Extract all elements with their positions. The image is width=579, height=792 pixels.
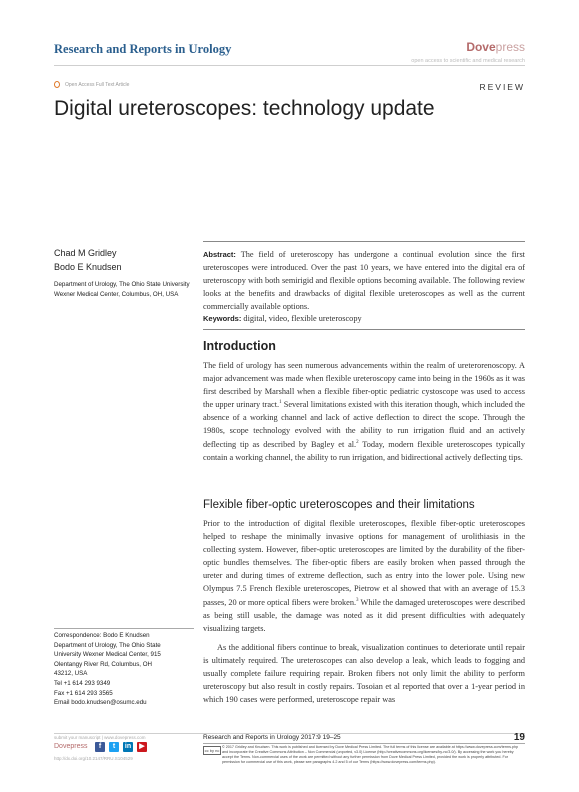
journal-name[interactable]: Research and Reports in Urology bbox=[54, 42, 232, 56]
correspondence-line: University Wexner Medical Center, 915 bbox=[54, 651, 161, 659]
open-access-label: Open Access Full Text Article bbox=[65, 82, 130, 88]
correspondence-line: 43212, USA bbox=[54, 670, 88, 678]
paragraph-text: While the damaged ureteroscopes were described as being still usable, the damage was noted as it did present difficulties with adequately visualizing targets. bbox=[203, 597, 525, 633]
abstract-label: Abstract: bbox=[203, 250, 236, 259]
doi-link[interactable]: http://dx.doi.org/10.2147/RRU.S104529 bbox=[54, 756, 133, 761]
paragraph bbox=[203, 359, 525, 464]
correspondence-line: Department of Urology, The Ohio State bbox=[54, 641, 161, 649]
correspondence-block bbox=[54, 631, 202, 708]
citation-link[interactable]: 3 bbox=[356, 597, 359, 603]
author-affiliation: Department of Urology, The Ohio State University Wexner Medical Center, Columbus, OH, USA bbox=[54, 281, 190, 298]
social-icons bbox=[95, 742, 147, 752]
paragraph-text: Several limitations existed with this iteration though, which included the absence of a working channel and lack of active deflection to direct the scope. Through the 1980s, scope technology evolved with the ability to run irrigation fluid and an actively deflecting tip as described by Bagley et al. bbox=[203, 400, 525, 449]
article-type: REVIEW bbox=[479, 82, 525, 92]
publisher-logo[interactable] bbox=[466, 40, 525, 54]
page-number: 19 bbox=[513, 732, 525, 743]
linkedin-icon[interactable]: in bbox=[124, 743, 132, 750]
open-access-icon bbox=[54, 81, 60, 88]
correspondence-line: Tel +1 614 293 9349 bbox=[54, 679, 111, 687]
paragraph bbox=[203, 517, 525, 635]
correspondence-rule bbox=[54, 628, 194, 629]
correspondence-line: Fax +1 614 293 3565 bbox=[54, 689, 113, 697]
keywords bbox=[203, 314, 362, 323]
correspondence-email[interactable]: Email bodo.knudsen@osumc.edu bbox=[54, 699, 147, 707]
header-divider bbox=[54, 65, 525, 66]
article-title: Digital ureteroscopes: technology update bbox=[54, 97, 435, 120]
correspondence-line: Olentangy River Rd, Columbus, OH bbox=[54, 660, 153, 668]
keywords-text: digital, video, flexible ureteroscopy bbox=[243, 314, 362, 323]
author-name[interactable]: Bodo E Knudsen bbox=[54, 262, 122, 272]
facebook-icon[interactable]: f bbox=[95, 742, 105, 752]
section-heading-fiber-optic: Flexible fiber-optic ureteroscopes and their limitations bbox=[203, 499, 475, 511]
publisher-logo-light: press bbox=[495, 40, 525, 54]
footer-rule bbox=[203, 743, 525, 744]
abstract-bottom-rule bbox=[203, 329, 525, 330]
youtube-icon[interactable]: ▶ bbox=[137, 742, 147, 752]
abstract-top-rule bbox=[203, 241, 525, 242]
section-heading-introduction: Introduction bbox=[203, 339, 276, 353]
author-list bbox=[54, 246, 122, 274]
author-name[interactable]: Chad M Gridley bbox=[54, 248, 117, 258]
publisher-tagline: open access to scientific and medical research bbox=[411, 58, 525, 64]
abstract bbox=[203, 248, 525, 313]
paragraph-text: Prior to the introduction of digital flexible ureteroscopes, flexible fiber-optic ureteroscopes helped to reshape the minimally invasive options for management of urolithiasis in the collecting system. However, fiber-optic ureteroscopes are limited by the durability of the fiber-optic bundles themselves. The fiber-optic fibers are easily broken when passed through the ureter and during times of extreme deflection, such as entry into the lower pole. Using new Olympus 7.5 French flexible ureteroscopes, Pietrow et al showed that with an average of 15.3 passes, 20 or more optical fibers were broken. bbox=[203, 519, 525, 607]
correspondence-line: Correspondence: Bodo E Knudsen bbox=[54, 632, 150, 639]
publisher-logo-bold: Dove bbox=[466, 40, 496, 54]
citation-line: Research and Reports in Urology 2017:9 19–25 bbox=[203, 734, 341, 741]
dovepress-footer-logo[interactable]: Dovepress bbox=[54, 743, 88, 750]
keywords-label: Keywords: bbox=[203, 314, 242, 323]
license-text: © 2017 Gridley and Knudsen. This work is published and licensed by Dove Medical Press Limited. The full terms of this license are available at https://www.dovepress.com/terms.php and incorporate the Creative Commons Attribution – Non Commercial (unported, v3.0) License (http://creativecommons.org/licenses/by-nc/3.0/). By accessing the work you hereby accept the Terms. Non-commercial uses of the work are permitted without any further permission from Dove Medical Press Limited, provided the work is properly attributed. For permission for commercial use of this work, please see paragraphs 4.2 and 5 of our Terms (https://www.dovepress.com/terms.php). bbox=[222, 745, 519, 764]
citation-link[interactable]: 1 bbox=[279, 400, 282, 406]
abstract-text: The field of ureteroscopy has undergone a continual evolution since the first ureteroscopes were introduced. Over the past 10 years, we have entered into the digital era of ureteroscopy with both semirigid and flexible options becoming available. The following review looks at the benefits and drawbacks of digital flexible ureteroscopes as well as the current commercially available options. bbox=[203, 250, 525, 311]
paragraph-text: Today, modern flexible ureteroscopes typically contain a working channel, the ability to run irrigation, and bidirectional actively deflecting tips. bbox=[203, 439, 526, 462]
submit-manuscript-link[interactable]: submit your manuscript | www.dovepress.com bbox=[54, 735, 146, 740]
creative-commons-icon[interactable]: cc by nc bbox=[204, 748, 220, 753]
citation-link[interactable]: 2 bbox=[356, 439, 359, 445]
paragraph: As the additional fibers continue to break, visualization continues to deteriorate until repair is ultimately required. The ureteroscopes can also develop a leak, which leads to fogging and usually complete failure requiring repair. Broken fibers not only limit the ability to perform ureteroscopy but also result in costly repairs. Tosoian et al reported that over a 1-year period in which 190 cases were performed, ureteroscope repair was bbox=[203, 643, 525, 705]
twitter-icon[interactable]: t bbox=[109, 742, 119, 752]
paragraph-text: The field of urology has seen numerous advancements within the realm of ureterorenoscopy. A major advancement was made when flexible ureteroscopy came into being in the 1960s as it was first described by Marshall when a flexible fiber-optic pediatric cystoscope was used to access the upper urinary tract. bbox=[203, 361, 525, 410]
